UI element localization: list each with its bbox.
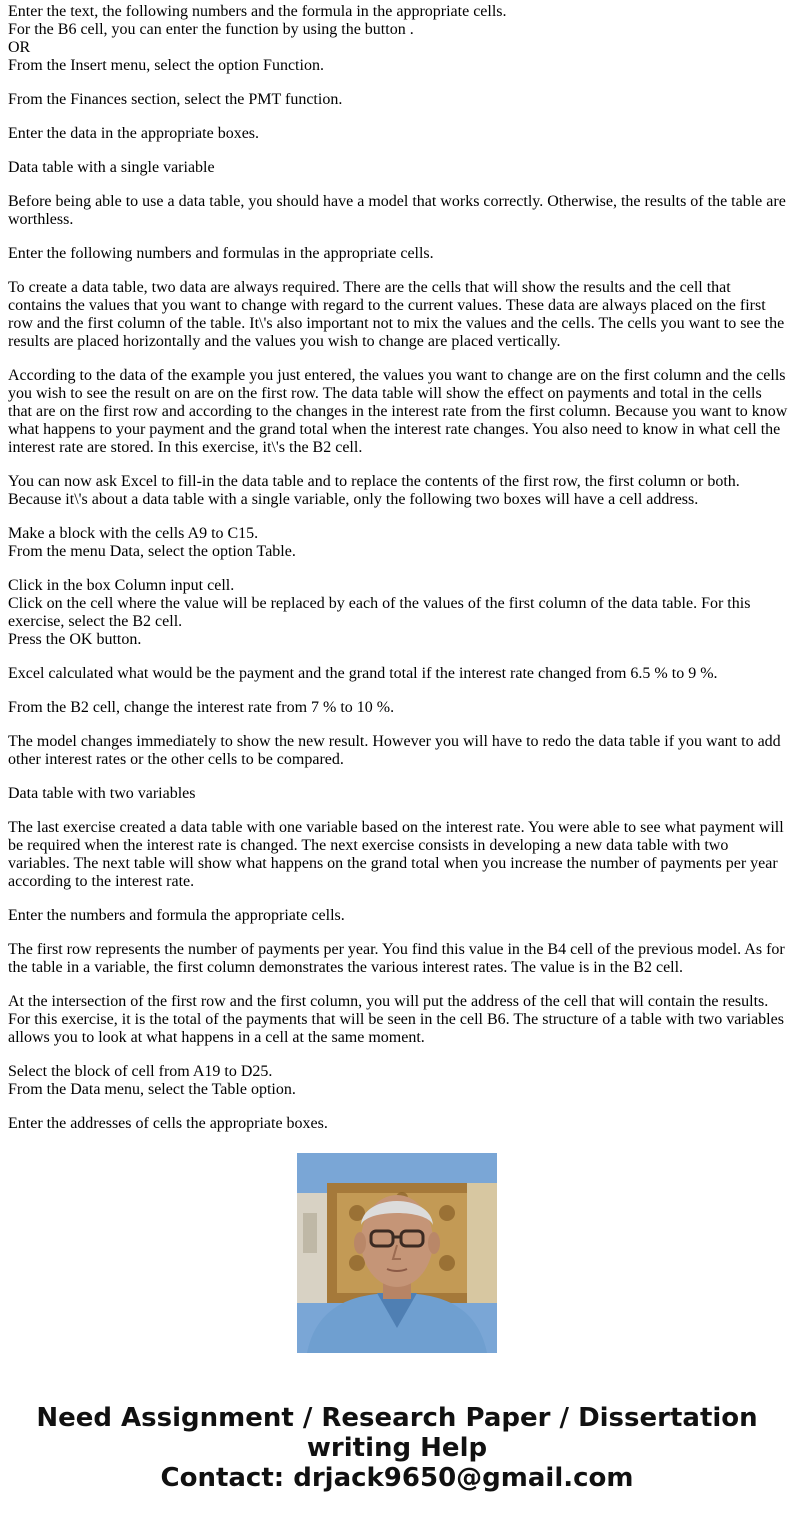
article-paragraph: [8, 367, 788, 457]
paragraph-line: Enter the data in the appropriate boxes.: [8, 125, 260, 142]
promo-line-1: Need Assignment / Research Paper / Dissertation: [36, 1403, 758, 1433]
paragraph-line: From the menu Data, select the option Table.: [8, 543, 296, 560]
avatar-photo: [297, 1153, 497, 1353]
article-paragraph: [8, 1115, 788, 1133]
paragraph-line: Press the OK button.: [8, 631, 142, 648]
article-paragraph: [8, 699, 788, 717]
paragraph-line: From the Insert menu, select the option Function.: [8, 57, 324, 74]
paragraph-line: From the B2 cell, change the interest rate from 7 % to 10 %.: [8, 699, 395, 716]
article-paragraph: [8, 279, 788, 351]
paragraph-line: From the Data menu, select the Table option.: [8, 1081, 296, 1098]
article-paragraph: [8, 159, 788, 177]
article-paragraph: [8, 245, 788, 263]
article-paragraph: [8, 3, 788, 75]
article-paragraph: [8, 473, 788, 509]
paragraph-line: Excel calculated what would be the payment and the grand total if the interest rate changed from 6.5 % to 9 %.: [8, 665, 718, 682]
article-paragraph: [8, 785, 788, 803]
article-paragraph: [8, 733, 788, 769]
article-paragraph: [8, 665, 788, 683]
author-avatar: [297, 1153, 497, 1353]
paragraph-line: The last exercise created a data table with one variable based on the interest rate. You were able to see what payment will be required when the interest rate is changed. The next exercise consists in developing a new data table with two variables. The next table will show what happens on the grand total when you increase the number of payments per year according to the interest rate.: [8, 819, 784, 890]
paragraph-line: Before being able to use a data table, you should have a model that works correctly. Otherwise, the results of the table are worthless.: [8, 193, 786, 228]
article-paragraph: [8, 1063, 788, 1099]
article-paragraph: [8, 125, 788, 143]
paragraph-line: Enter the numbers and formula the appropriate cells.: [8, 907, 345, 924]
paragraph-line: Enter the following numbers and formulas in the appropriate cells.: [8, 245, 434, 262]
article-paragraph: [8, 193, 788, 229]
paragraph-line: Select the block of cell from A19 to D25.: [8, 1063, 273, 1080]
paragraph-line: The first row represents the number of payments per year. You find this value in the B4 cell of the previous model. As for the table in a variable, the first column demonstrates the various interest rates. The value is in the B2 cell.: [8, 941, 785, 976]
article-paragraph: [8, 941, 788, 977]
paragraph-line: Data table with a single variable: [8, 159, 215, 176]
paragraph-line: According to the data of the example you just entered, the values you want to change are on the first column and the cells you wish to see the result on are on the first row. The data table will show the effect on payments and total in the cells that are on the first row and according to the changes in the interest rate from the first column. Because you want to know what happens to your payment and the grand total when the interest rate changes. You also need to know in what cell the interest rate are stored. In this exercise, it\'s the B2 cell.: [8, 367, 788, 456]
paragraph-line: Enter the text, the following numbers and the formula in the appropriate cells.: [8, 3, 507, 20]
article-paragraph: [8, 819, 788, 891]
promo-contact: Contact: drjack9650@gmail.com: [160, 1463, 634, 1493]
paragraph-line: Make a block with the cells A9 to C15.: [8, 525, 259, 542]
article-body: [8, 3, 788, 1132]
paragraph-line: You can now ask Excel to fill-in the data table and to replace the contents of the first row, the first column or both. Because it\'s about a data table with a single variable, only the following two boxes will have a cell address.: [8, 473, 740, 508]
article-paragraph: [8, 907, 788, 925]
paragraph-line: Click on the cell where the value will be replaced by each of the values of the first column of the data table. For this exercise, select the B2 cell.: [8, 595, 751, 630]
paragraph-line: Data table with two variables: [8, 785, 196, 802]
paragraph-line: From the Finances section, select the PMT function.: [8, 91, 343, 108]
promo-line-2: writing Help: [306, 1433, 488, 1463]
paragraph-line: To create a data table, two data are always required. There are the cells that will show the results and the cell that contains the values that you want to change with regard to the current values. These data are always placed on the first row and the first column of the table. It\'s also important not to mix the values and the cells. The cells you want to see the results are placed horizontally and the values you wish to change are placed vertically.: [8, 279, 785, 350]
article-paragraph: [8, 91, 788, 109]
article-paragraph: [8, 525, 788, 561]
article-paragraph: [8, 577, 788, 649]
promo-banner: [0, 1403, 794, 1493]
article-paragraph: [8, 993, 788, 1047]
paragraph-line: Enter the addresses of cells the appropriate boxes.: [8, 1115, 328, 1132]
paragraph-line: OR: [8, 39, 31, 56]
paragraph-line: At the intersection of the first row and the first column, you will put the address of the cell that will contain the results. For this exercise, it is the total of the payments that will be seen in the cell B6. The structure of a table with two variables allows you to look at what happens in a cell at the same moment.: [8, 993, 784, 1046]
paragraph-line: The model changes immediately to show the new result. However you will have to redo the data table if you want to add other interest rates or the other cells to be compared.: [8, 733, 781, 768]
paragraph-line: Click in the box Column input cell.: [8, 577, 235, 594]
paragraph-line: For the B6 cell, you can enter the function by using the button .: [8, 21, 414, 38]
